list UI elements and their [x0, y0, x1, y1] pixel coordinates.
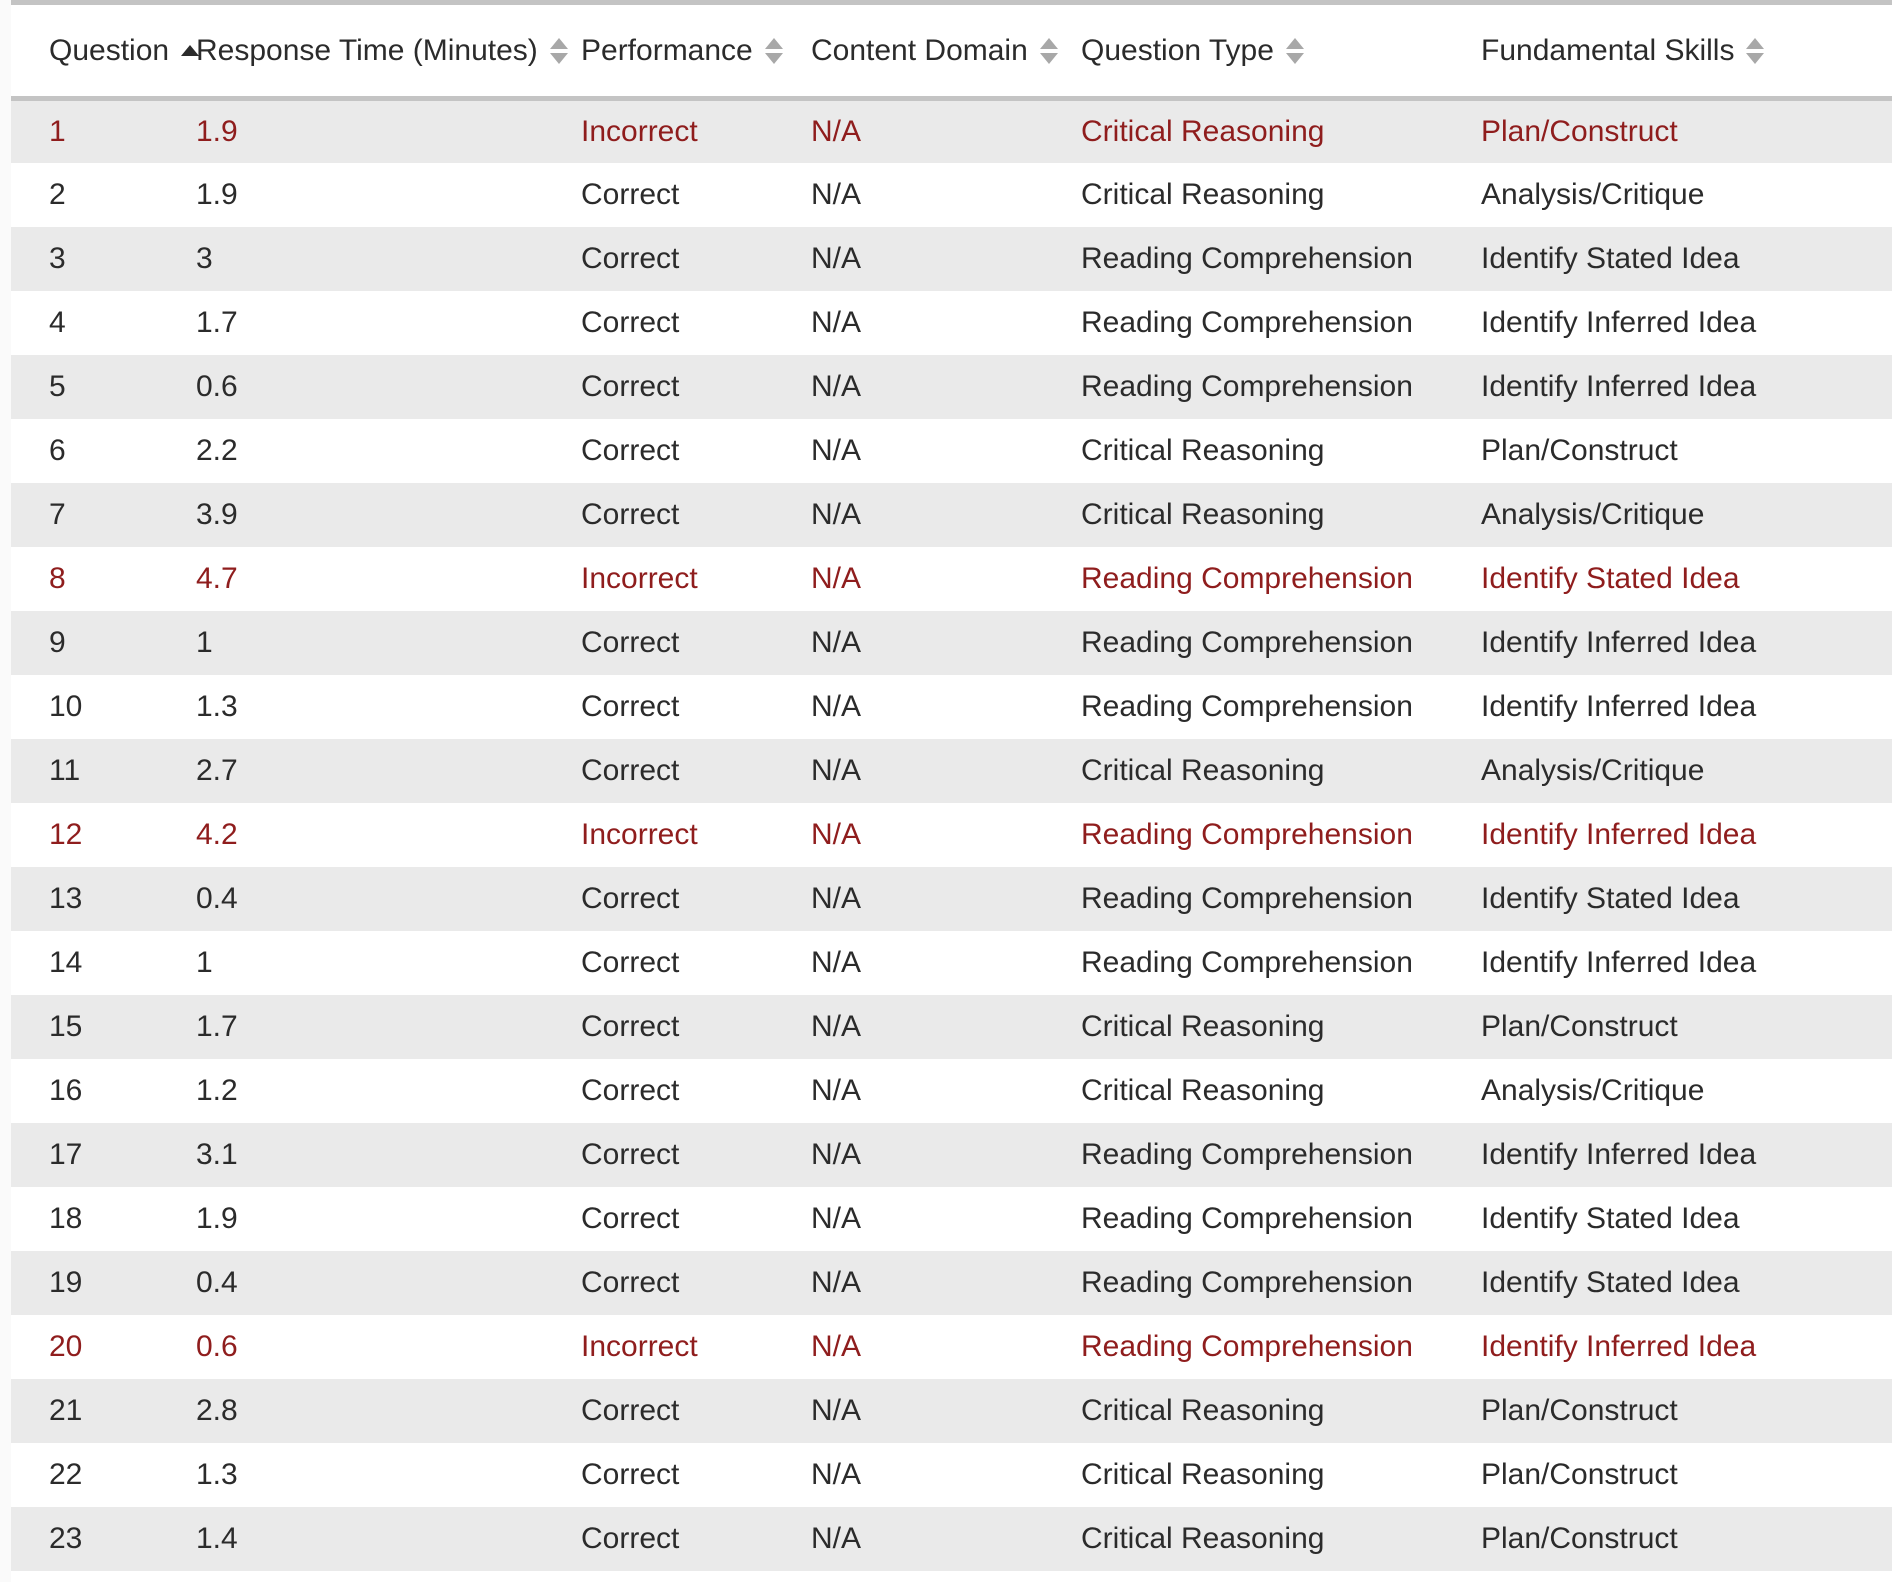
cell-performance: Correct	[581, 753, 680, 787]
cell-content-domain: N/A	[811, 369, 862, 403]
cell-performance: Correct	[581, 1521, 680, 1555]
cell-question: 14	[49, 945, 83, 979]
cell-question-type: Reading Comprehension	[1081, 1329, 1413, 1363]
cell-fundamental-skills: Identify Inferred Idea	[1481, 625, 1757, 659]
cell-question-type: Reading Comprehension	[1081, 817, 1413, 851]
cell-performance: Correct	[581, 1201, 680, 1235]
cell-response-time: 1	[196, 945, 213, 979]
cell-performance: Correct	[581, 1009, 680, 1043]
cell-response-time: 1.4	[196, 1521, 238, 1555]
table-header	[11, 3, 1892, 99]
cell-response-time: 1	[196, 625, 213, 659]
cell-fundamental-skills: Analysis/Critique	[1481, 753, 1705, 787]
sort-both-icon[interactable]	[1746, 38, 1764, 64]
left-gutter	[0, 0, 11, 1582]
cell-question: 11	[49, 753, 81, 787]
table-row[interactable]	[11, 739, 1892, 803]
cell-question: 4	[49, 305, 66, 339]
cell-question: 6	[49, 433, 66, 467]
cell-content-domain: N/A	[811, 1009, 862, 1043]
cell-fundamental-skills: Identify Inferred Idea	[1481, 1329, 1757, 1363]
cell-question-type: Reading Comprehension	[1081, 1201, 1413, 1235]
column-header-content-domain-label: Content Domain	[811, 33, 1028, 67]
cell-response-time: 0.4	[196, 1265, 238, 1299]
cell-question-type: Critical Reasoning	[1081, 1457, 1325, 1491]
cell-response-time: 0.6	[196, 1329, 238, 1363]
cell-question: 7	[49, 497, 66, 531]
cell-response-time: 3.1	[196, 1137, 238, 1171]
cell-content-domain: N/A	[811, 497, 862, 531]
cell-fundamental-skills: Plan/Construct	[1481, 433, 1678, 467]
cell-response-time: 4.7	[196, 561, 238, 595]
cell-question-type: Reading Comprehension	[1081, 561, 1413, 595]
cell-performance: Correct	[581, 369, 680, 403]
cell-question: 8	[49, 561, 66, 595]
cell-question: 15	[49, 1009, 83, 1043]
cell-question-type: Critical Reasoning	[1081, 114, 1325, 148]
cell-question: 22	[49, 1457, 83, 1491]
cell-performance: Incorrect	[581, 1329, 698, 1363]
cell-performance: Correct	[581, 1265, 680, 1299]
cell-content-domain: N/A	[811, 1393, 862, 1427]
table-row[interactable]	[11, 803, 1892, 867]
cell-question-type: Reading Comprehension	[1081, 1265, 1413, 1299]
cell-response-time: 1.2	[196, 1073, 238, 1107]
cell-performance: Correct	[581, 945, 680, 979]
table-row[interactable]	[11, 1059, 1892, 1123]
table-row[interactable]	[11, 611, 1892, 675]
cell-response-time: 1.7	[196, 305, 238, 339]
table-row[interactable]	[11, 1315, 1892, 1379]
cell-content-domain: N/A	[811, 561, 862, 595]
cell-content-domain: N/A	[811, 817, 862, 851]
column-header-content-domain[interactable]	[811, 3, 1081, 99]
cell-question-type: Critical Reasoning	[1081, 753, 1325, 787]
cell-question-type: Reading Comprehension	[1081, 369, 1413, 403]
table-row[interactable]	[11, 1187, 1892, 1251]
cell-performance: Correct	[581, 1137, 680, 1171]
cell-performance: Correct	[581, 177, 680, 211]
cell-fundamental-skills: Identify Inferred Idea	[1481, 369, 1757, 403]
question-results-table	[11, 0, 1892, 1571]
cell-question-type: Critical Reasoning	[1081, 1073, 1325, 1107]
cell-question: 2	[49, 177, 66, 211]
cell-performance: Incorrect	[581, 114, 698, 148]
cell-performance: Correct	[581, 689, 680, 723]
cell-question-type: Reading Comprehension	[1081, 945, 1413, 979]
cell-performance: Incorrect	[581, 817, 698, 851]
cell-question-type: Critical Reasoning	[1081, 433, 1325, 467]
cell-performance: Correct	[581, 1457, 680, 1491]
cell-performance: Correct	[581, 433, 680, 467]
cell-fundamental-skills: Plan/Construct	[1481, 1521, 1678, 1555]
table-row[interactable]	[11, 1251, 1892, 1315]
cell-fundamental-skills: Identify Stated Idea	[1481, 1265, 1740, 1299]
cell-fundamental-skills: Analysis/Critique	[1481, 177, 1705, 211]
cell-response-time: 2.8	[196, 1393, 238, 1427]
results-table-container	[11, 0, 1892, 1582]
table-row[interactable]	[11, 1443, 1892, 1507]
column-header-question-type[interactable]	[1081, 3, 1481, 99]
cell-performance: Correct	[581, 1393, 680, 1427]
cell-question-type: Critical Reasoning	[1081, 497, 1325, 531]
cell-question-type: Critical Reasoning	[1081, 1009, 1325, 1043]
cell-content-domain: N/A	[811, 1265, 862, 1299]
sort-both-icon[interactable]	[1286, 38, 1304, 64]
cell-response-time: 3.9	[196, 497, 238, 531]
cell-fundamental-skills: Identify Stated Idea	[1481, 561, 1740, 595]
table-row[interactable]	[11, 1123, 1892, 1187]
cell-question: 12	[49, 817, 83, 851]
cell-content-domain: N/A	[811, 1329, 862, 1363]
cell-response-time: 2.2	[196, 433, 238, 467]
cell-question: 3	[49, 241, 66, 275]
cell-fundamental-skills: Identify Inferred Idea	[1481, 1137, 1757, 1171]
cell-question-type: Reading Comprehension	[1081, 305, 1413, 339]
cell-performance: Correct	[581, 497, 680, 531]
column-header-performance[interactable]	[581, 3, 811, 99]
cell-fundamental-skills: Identify Inferred Idea	[1481, 689, 1757, 723]
table-row[interactable]	[11, 483, 1892, 547]
cell-question-type: Reading Comprehension	[1081, 881, 1413, 915]
cell-question-type: Reading Comprehension	[1081, 689, 1413, 723]
table-row[interactable]	[11, 931, 1892, 995]
cell-content-domain: N/A	[811, 305, 862, 339]
column-header-fundamental-skills-label: Fundamental Skills	[1481, 33, 1735, 67]
cell-content-domain: N/A	[811, 177, 862, 211]
cell-question: 21	[49, 1393, 83, 1427]
cell-fundamental-skills: Identify Inferred Idea	[1481, 945, 1757, 979]
cell-fundamental-skills: Plan/Construct	[1481, 1393, 1678, 1427]
cell-fundamental-skills: Identify Inferred Idea	[1481, 305, 1757, 339]
cell-content-domain: N/A	[811, 1457, 862, 1491]
table-row[interactable]	[11, 227, 1892, 291]
cell-content-domain: N/A	[811, 1201, 862, 1235]
table-row[interactable]	[11, 867, 1892, 931]
cell-question: 10	[49, 689, 83, 723]
cell-question: 18	[49, 1201, 83, 1235]
table-row[interactable]	[11, 995, 1892, 1059]
column-header-response-time-label: Response Time (Minutes)	[196, 33, 538, 67]
cell-question-type: Critical Reasoning	[1081, 1521, 1325, 1555]
table-row[interactable]	[11, 547, 1892, 611]
table-row[interactable]	[11, 163, 1892, 227]
cell-question: 19	[49, 1265, 83, 1299]
cell-fundamental-skills: Identify Stated Idea	[1481, 241, 1740, 275]
cell-fundamental-skills: Plan/Construct	[1481, 114, 1678, 148]
cell-fundamental-skills: Analysis/Critique	[1481, 497, 1705, 531]
cell-fundamental-skills: Identify Stated Idea	[1481, 881, 1740, 915]
cell-content-domain: N/A	[811, 1073, 862, 1107]
table-row[interactable]	[11, 1379, 1892, 1443]
cell-response-time: 1.9	[196, 1201, 238, 1235]
table-row[interactable]	[11, 355, 1892, 419]
table-row[interactable]	[11, 675, 1892, 739]
cell-content-domain: N/A	[811, 945, 862, 979]
table-row[interactable]	[11, 99, 1892, 163]
cell-question: 1	[49, 114, 66, 148]
cell-question-type: Reading Comprehension	[1081, 241, 1413, 275]
cell-response-time: 0.4	[196, 881, 238, 915]
column-header-question[interactable]	[11, 3, 196, 99]
cell-fundamental-skills: Plan/Construct	[1481, 1009, 1678, 1043]
cell-response-time: 2.7	[196, 753, 238, 787]
cell-content-domain: N/A	[811, 753, 862, 787]
cell-response-time: 1.7	[196, 1009, 238, 1043]
cell-content-domain: N/A	[811, 1521, 862, 1555]
cell-question-type: Reading Comprehension	[1081, 625, 1413, 659]
cell-content-domain: N/A	[811, 433, 862, 467]
cell-performance: Correct	[581, 241, 680, 275]
cell-question: 9	[49, 625, 66, 659]
cell-fundamental-skills: Identify Stated Idea	[1481, 1201, 1740, 1235]
cell-response-time: 3	[196, 241, 213, 275]
cell-fundamental-skills: Analysis/Critique	[1481, 1073, 1705, 1107]
column-header-response-time[interactable]	[196, 3, 581, 99]
cell-fundamental-skills: Identify Inferred Idea	[1481, 817, 1757, 851]
table-row[interactable]	[11, 419, 1892, 483]
cell-content-domain: N/A	[811, 114, 862, 148]
cell-question: 16	[49, 1073, 83, 1107]
cell-question-type: Reading Comprehension	[1081, 1137, 1413, 1171]
cell-content-domain: N/A	[811, 689, 862, 723]
cell-performance: Correct	[581, 1073, 680, 1107]
cell-performance: Correct	[581, 625, 680, 659]
sort-both-icon[interactable]	[765, 38, 783, 64]
column-header-question-type-label: Question Type	[1081, 33, 1274, 67]
cell-question: 20	[49, 1329, 83, 1363]
cell-performance: Incorrect	[581, 561, 698, 595]
cell-question: 17	[49, 1137, 83, 1171]
cell-performance: Correct	[581, 881, 680, 915]
cell-response-time: 1.9	[196, 177, 238, 211]
cell-fundamental-skills: Plan/Construct	[1481, 1457, 1678, 1491]
column-header-fundamental-skills[interactable]	[1481, 3, 1892, 99]
cell-content-domain: N/A	[811, 881, 862, 915]
table-body	[11, 99, 1892, 1571]
cell-content-domain: N/A	[811, 1137, 862, 1171]
table-row[interactable]	[11, 1507, 1892, 1571]
cell-content-domain: N/A	[811, 625, 862, 659]
cell-response-time: 1.3	[196, 689, 238, 723]
cell-question: 13	[49, 881, 83, 915]
cell-response-time: 0.6	[196, 369, 238, 403]
cell-response-time: 4.2	[196, 817, 238, 851]
sort-both-icon[interactable]	[1040, 38, 1058, 64]
column-header-question-label: Question	[49, 33, 170, 67]
cell-question-type: Critical Reasoning	[1081, 1393, 1325, 1427]
cell-response-time: 1.3	[196, 1457, 238, 1491]
cell-question-type: Critical Reasoning	[1081, 177, 1325, 211]
cell-question: 5	[49, 369, 66, 403]
cell-performance: Correct	[581, 305, 680, 339]
sort-both-icon[interactable]	[550, 38, 568, 64]
cell-content-domain: N/A	[811, 241, 862, 275]
cell-question: 23	[49, 1521, 83, 1555]
column-header-performance-label: Performance	[581, 33, 753, 67]
table-header-row	[11, 3, 1892, 99]
table-row[interactable]	[11, 291, 1892, 355]
cell-response-time: 1.9	[196, 114, 238, 148]
